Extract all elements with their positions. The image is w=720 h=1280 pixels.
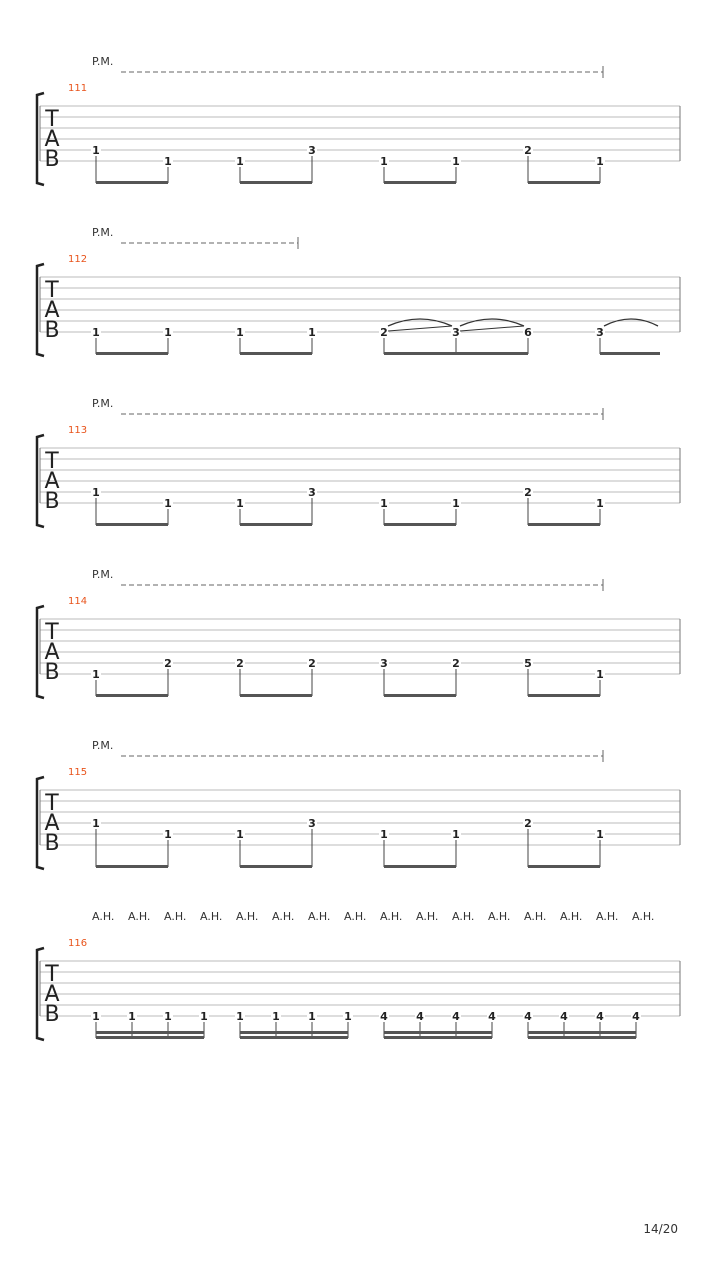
fret-number: 1 (272, 1010, 280, 1023)
tab-staff (0, 568, 720, 718)
tab-clef-letter: B (44, 318, 60, 343)
fret-number: 3 (452, 326, 460, 339)
beam (240, 1036, 348, 1039)
beam (96, 865, 168, 868)
fret-number: 1 (236, 155, 244, 168)
fret-number: 1 (164, 497, 172, 510)
fret-number: 1 (128, 1010, 136, 1023)
fret-number: 2 (524, 144, 532, 157)
fret-number: 3 (380, 657, 388, 670)
tab-system (0, 739, 720, 889)
fret-number: 2 (380, 326, 388, 339)
beam (240, 181, 312, 184)
fret-number: 1 (164, 155, 172, 168)
tab-clef-letter: T (45, 962, 59, 987)
beam (384, 865, 456, 868)
tab-clef-letter: B (44, 489, 60, 514)
fret-number: 1 (308, 326, 316, 339)
artificial-harmonic-label: A.H. (344, 910, 367, 923)
fret-number: 4 (632, 1010, 640, 1023)
beam (384, 1031, 492, 1034)
fret-number: 1 (452, 828, 460, 841)
tie-arc (460, 319, 524, 326)
bar-number: 116 (68, 938, 88, 949)
beam (96, 523, 168, 526)
tie-arc (604, 319, 658, 326)
bar-number: 111 (68, 83, 88, 94)
fret-number: 1 (164, 828, 172, 841)
fret-number: 1 (92, 1010, 100, 1023)
page-number: 14/20 (643, 1222, 678, 1236)
artificial-harmonic-label: A.H. (632, 910, 655, 923)
fret-number: 1 (92, 486, 100, 499)
fret-number: 1 (92, 668, 100, 681)
tab-clef-letter: B (44, 831, 60, 856)
beam (384, 1036, 492, 1039)
tab-clef-letter: T (45, 449, 59, 474)
artificial-harmonic-label: A.H. (236, 910, 259, 923)
slide-line (460, 326, 524, 331)
fret-number: 5 (524, 657, 532, 670)
fret-number: 4 (524, 1010, 532, 1023)
fret-number: 3 (308, 817, 316, 830)
tab-staff (0, 910, 720, 1060)
fret-number: 1 (380, 828, 388, 841)
fret-number: 1 (452, 155, 460, 168)
beam (528, 181, 600, 184)
fret-number: 1 (164, 326, 172, 339)
fret-number: 1 (236, 828, 244, 841)
beam (384, 181, 456, 184)
beam (240, 865, 312, 868)
fret-number: 1 (308, 1010, 316, 1023)
fret-number: 1 (236, 1010, 244, 1023)
artificial-harmonic-label: A.H. (596, 910, 619, 923)
beam (528, 865, 600, 868)
fret-number: 4 (452, 1010, 460, 1023)
tab-system (0, 226, 720, 376)
fret-number: 1 (236, 326, 244, 339)
beam (240, 523, 312, 526)
tab-clef-letter: T (45, 620, 59, 645)
beam (96, 1031, 204, 1034)
artificial-harmonic-label: A.H. (128, 910, 151, 923)
tab-system (0, 910, 720, 1060)
tab-clef-letter: A (44, 298, 60, 323)
fret-number: 4 (560, 1010, 568, 1023)
beam (96, 181, 168, 184)
fret-number: 2 (524, 817, 532, 830)
beam (528, 523, 600, 526)
palm-mute-label: P.M. (92, 739, 114, 752)
fret-number: 1 (236, 497, 244, 510)
bar-number: 114 (68, 596, 88, 607)
palm-mute-label: P.M. (92, 226, 114, 239)
beam (240, 1031, 348, 1034)
fret-number: 1 (596, 155, 604, 168)
beam (240, 694, 312, 697)
artificial-harmonic-label: A.H. (452, 910, 475, 923)
beam (96, 694, 168, 697)
palm-mute-label: P.M. (92, 397, 114, 410)
beam (96, 1036, 204, 1039)
fret-number: 1 (164, 1010, 172, 1023)
fret-number: 3 (596, 326, 604, 339)
beam (96, 352, 168, 355)
fret-number: 2 (164, 657, 172, 670)
fret-number: 1 (344, 1010, 352, 1023)
tab-system (0, 55, 720, 205)
bar-number: 113 (68, 425, 88, 436)
fret-number: 1 (200, 1010, 208, 1023)
beam (528, 1031, 636, 1034)
beam (240, 352, 312, 355)
tab-staff (0, 397, 720, 547)
artificial-harmonic-label: A.H. (92, 910, 115, 923)
artificial-harmonic-label: A.H. (164, 910, 187, 923)
fret-number: 1 (92, 326, 100, 339)
tab-clef-letter: B (44, 1002, 60, 1027)
palm-mute-label: P.M. (92, 55, 114, 68)
fret-number: 4 (380, 1010, 388, 1023)
tab-clef-letter: A (44, 640, 60, 665)
bar-number: 112 (68, 254, 88, 265)
artificial-harmonic-label: A.H. (488, 910, 511, 923)
artificial-harmonic-label: A.H. (416, 910, 439, 923)
fret-number: 2 (524, 486, 532, 499)
fret-number: 1 (596, 497, 604, 510)
bar-number: 115 (68, 767, 88, 778)
fret-number: 6 (524, 326, 532, 339)
fret-number: 3 (308, 144, 316, 157)
tab-clef-letter: A (44, 982, 60, 1007)
tab-clef-letter: T (45, 791, 59, 816)
fret-number: 4 (488, 1010, 496, 1023)
beam (384, 694, 456, 697)
tab-clef-letter: B (44, 147, 60, 172)
tab-staff (0, 226, 720, 376)
tab-clef-letter: T (45, 107, 59, 132)
tab-staff (0, 55, 720, 205)
beam (384, 523, 456, 526)
tab-clef-letter: B (44, 660, 60, 685)
fret-number: 3 (308, 486, 316, 499)
tab-clef-letter: A (44, 127, 60, 152)
fret-number: 2 (308, 657, 316, 670)
fret-number: 1 (380, 155, 388, 168)
artificial-harmonic-label: A.H. (560, 910, 583, 923)
fret-number: 1 (92, 144, 100, 157)
tab-clef-letter: A (44, 811, 60, 836)
fret-number: 1 (452, 497, 460, 510)
tab-system (0, 397, 720, 547)
tab-system (0, 568, 720, 718)
palm-mute-label: P.M. (92, 568, 114, 581)
beam (528, 694, 600, 697)
fret-number: 1 (596, 828, 604, 841)
tab-clef-letter: T (45, 278, 59, 303)
beam (600, 352, 660, 355)
fret-number: 1 (596, 668, 604, 681)
fret-number: 4 (596, 1010, 604, 1023)
fret-number: 4 (416, 1010, 424, 1023)
fret-number: 2 (236, 657, 244, 670)
artificial-harmonic-label: A.H. (200, 910, 223, 923)
artificial-harmonic-label: A.H. (524, 910, 547, 923)
tie-arc (388, 319, 452, 326)
tab-staff (0, 739, 720, 889)
fret-number: 1 (92, 817, 100, 830)
artificial-harmonic-label: A.H. (308, 910, 331, 923)
beam (384, 352, 528, 355)
tab-clef-letter: A (44, 469, 60, 494)
slide-line (388, 326, 452, 331)
fret-number: 1 (380, 497, 388, 510)
artificial-harmonic-label: A.H. (272, 910, 295, 923)
fret-number: 2 (452, 657, 460, 670)
beam (528, 1036, 636, 1039)
artificial-harmonic-label: A.H. (380, 910, 403, 923)
